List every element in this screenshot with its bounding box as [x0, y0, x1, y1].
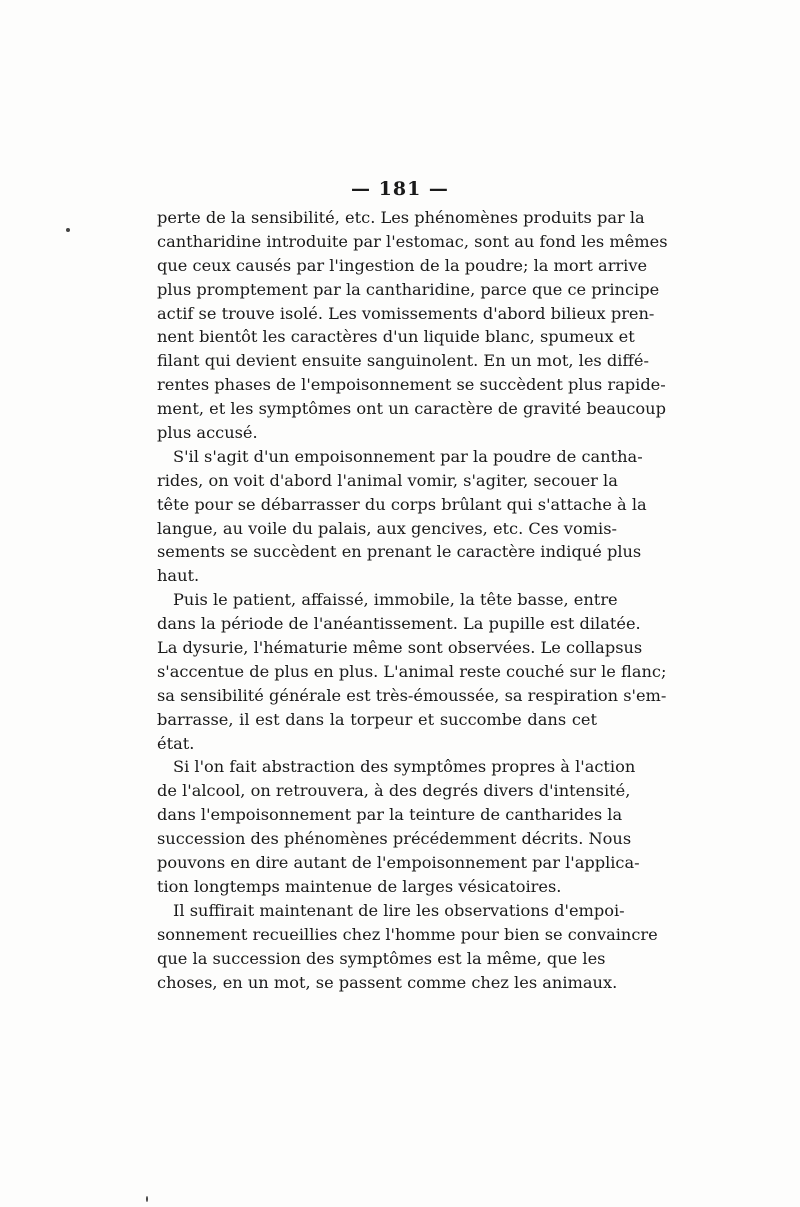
page-number: — 181 —	[351, 178, 449, 200]
text-line: nent bientôt les caractères d'un liquide blanc, spumeux et	[157, 327, 635, 347]
text-line: plus promptement par la cantharidine, parce que ce principe	[157, 279, 660, 299]
text-line: état.	[157, 733, 195, 753]
text-line: rides, on voit d'abord l'animal vomir, s'agiter, secouer la	[157, 470, 618, 490]
text-line: cantharidine introduite par l'estomac, sont au fond les mêmes	[157, 231, 668, 251]
text-line: rentes phases de l'empoisonnement se succèdent plus rapide-	[157, 375, 666, 395]
text-line: tion longtemps maintenue de larges vésicatoires.	[157, 876, 562, 896]
text-line: langue, au voile du palais, aux gencives, etc. Ces vomis-	[157, 518, 617, 538]
text-line: La dysurie, l'hématurie même sont observées. Le collapsus	[157, 638, 643, 658]
text-line: que la succession des symptômes est la même, que les	[157, 948, 606, 968]
text-line: dans l'empoisonnement par la teinture de cantharides la	[157, 805, 623, 825]
text-line: tête pour se débarrasser du corps brûlant qui s'attache à la	[157, 494, 647, 514]
text-line: s'accentue de plus en plus. L'animal reste couché sur le flanc;	[157, 661, 667, 681]
text-line: perte de la sensibilité, etc. Les phénomènes produits par la	[157, 208, 645, 227]
text-line: succession des phénomènes précédemment décrits. Nous	[157, 829, 632, 849]
paragraph-first-line: S'il s'agit d'un empoisonnement par la poudre de cantha-	[173, 446, 643, 466]
speck	[146, 1196, 148, 1202]
text-line: barrasse, il est dans la torpeur et succombe dans cet	[157, 709, 597, 729]
text-line: haut.	[157, 566, 200, 586]
paragraph-first-line: Si l'on fait abstraction des symptômes propres à l'action	[173, 757, 636, 777]
text-line: que ceux causés par l'ingestion de la poudre; la mort arrive	[157, 255, 648, 275]
text-line: dans la période de l'anéantissement. La pupille est dilatée.	[157, 614, 641, 634]
text-line: choses, en un mot, se passent comme chez les animaux.	[157, 972, 618, 992]
paragraph-first-line: Il suffirait maintenant de lire les observations d'empoi-	[173, 900, 625, 920]
text-line: ment, et les symptômes ont un caractère de gravité beaucoup	[157, 399, 666, 419]
body-text	[157, 206, 668, 994]
text-line: filant qui devient ensuite sanguinolent. En un mot, les diffé-	[157, 351, 649, 371]
text-line: pouvons en dire autant de l'empoisonnement par l'applica-	[157, 853, 640, 873]
text-line: de l'alcool, on retrouvera, à des degrés divers d'intensité,	[157, 781, 631, 801]
text-line: plus accusé.	[157, 423, 258, 443]
text-line: actif se trouve isolé. Les vomissements d'abord bilieux pren-	[157, 303, 655, 323]
speck	[66, 228, 70, 232]
text-line: sonnement recueillies chez l'homme pour bien se convaincre	[157, 924, 658, 944]
text-line: sa sensibilité générale est très-émoussée, sa respiration s'em-	[157, 685, 667, 705]
text-line: sements se succèdent en prenant le caractère indiqué plus	[157, 542, 642, 562]
paragraph-first-line: Puis le patient, affaissé, immobile, la tête basse, entre	[173, 590, 618, 610]
